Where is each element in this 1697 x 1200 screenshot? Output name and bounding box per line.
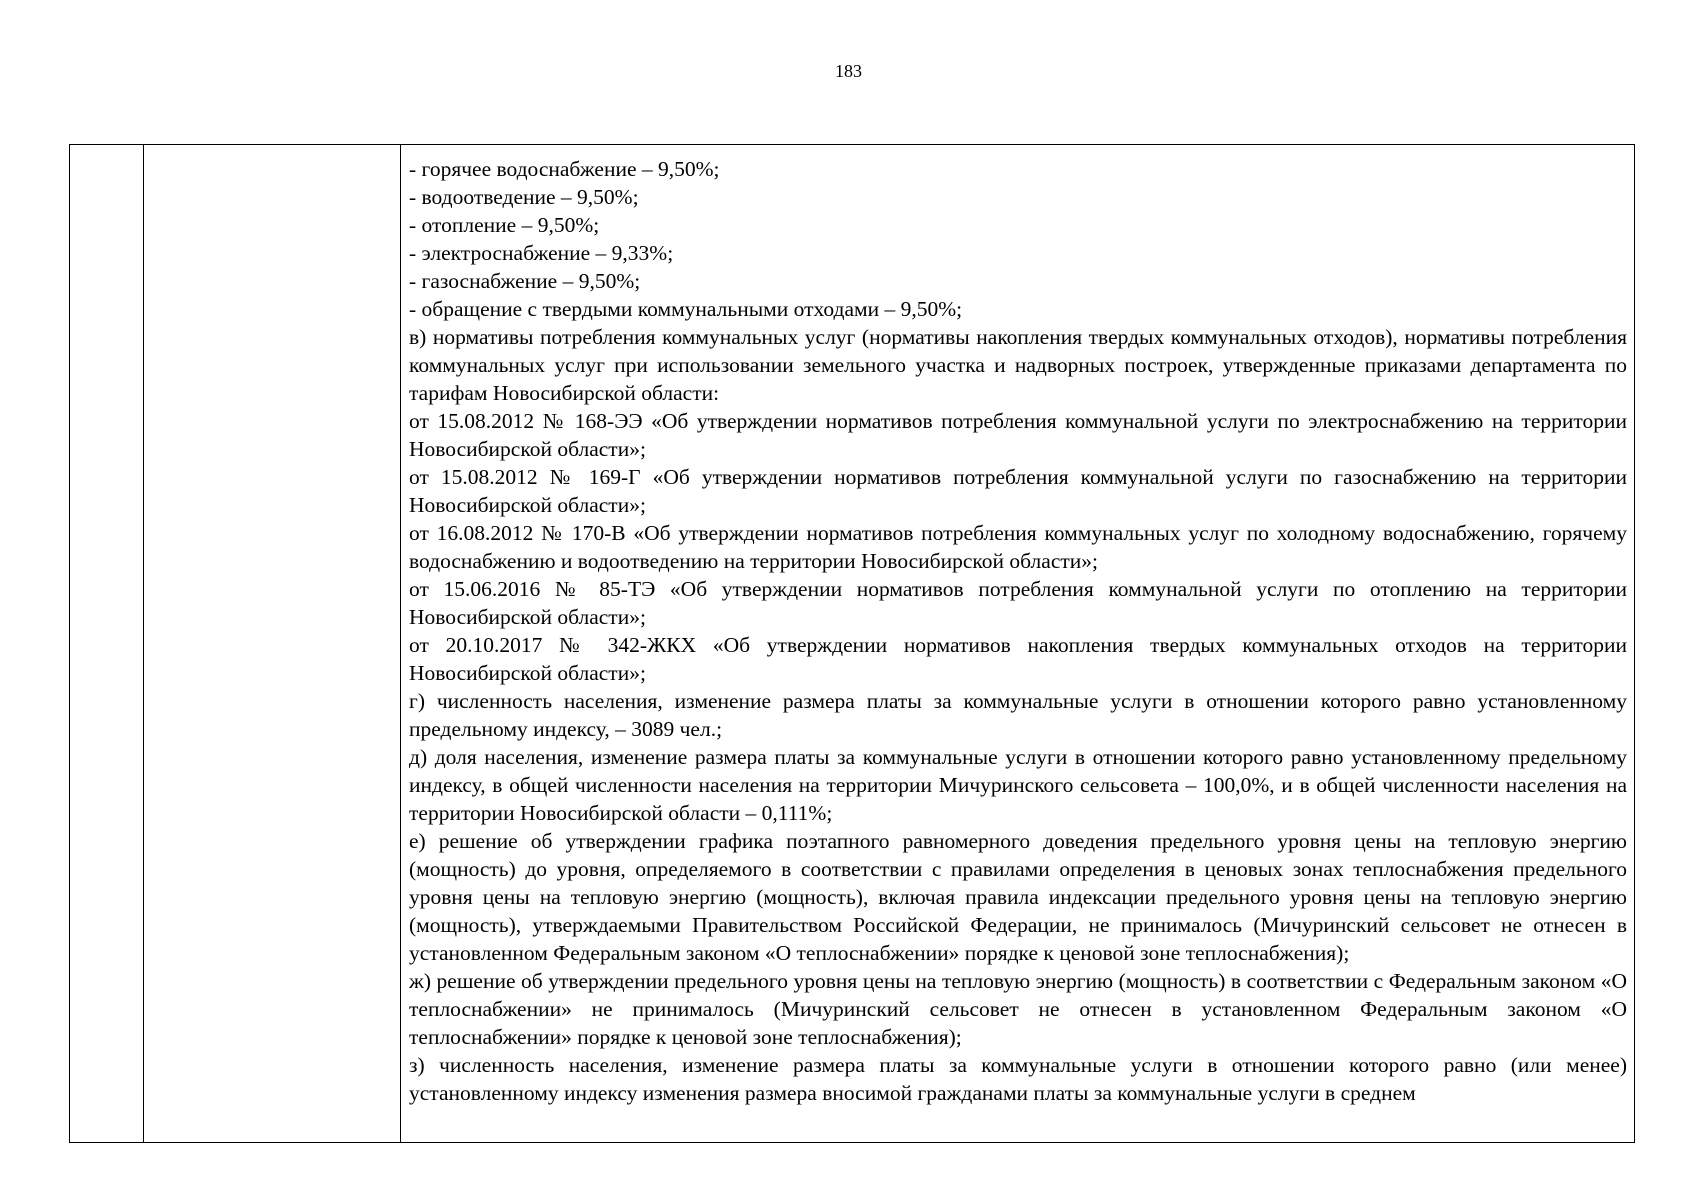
paragraph-g: г) численность населения, изменение размера платы за коммунальные услуги в отношении которого равно установленному предельному индексу, – 3089 чел.;	[409, 689, 1627, 741]
page-number: 183	[835, 61, 862, 81]
order-85-te: от 15.06.2016 № 85-ТЭ «Об утверждении нормативов потребления коммунальной услуги по отоплению на территории Новосибирской области»;	[409, 577, 1627, 629]
list-item-solid-waste: - обращение с твердыми коммунальными отходами – 9,50%;	[409, 297, 963, 321]
document-table	[69, 144, 1635, 1143]
order-168-ee: от 15.08.2012 № 168-ЭЭ «Об утверждении нормативов потребления коммунальной услуги по электроснабжению на территории Новосибирской области»;	[409, 409, 1627, 461]
paragraph-z: з) численность населения, изменение размера платы за коммунальные услуги в отношении которого равно (или менее) установленному индексу изменения размера вносимой гражданами платы за коммунальные услуги в среднем	[409, 1053, 1627, 1105]
list-item-hot-water: - горячее водоснабжение – 9,50%;	[409, 157, 720, 181]
order-169-g: от 15.08.2012 № 169-Г «Об утверждении нормативов потребления коммунальной услуги по газоснабжению на территории Новосибирской области»;	[409, 465, 1627, 517]
paragraph-v: в) нормативы потребления коммунальных услуг (нормативы накопления твердых коммунальных отходов), нормативы потребления коммунальных услуг при использовании земельного участка и надворных построек, утвержденные приказами департамента по тарифам Новосибирской области:	[409, 325, 1627, 405]
paragraph-zh: ж) решение об утверждении предельного уровня цены на тепловую энергию (мощность) в соответствии с Федеральным законом «О теплоснабжении» не принималось (Мичуринский сельсовет не отнесен в установленном Федеральным законом «О теплоснабжении» порядке к ценовой зоне теплоснабжения);	[409, 969, 1627, 1049]
list-item-electricity: - электроснабжение – 9,33%;	[409, 241, 674, 265]
table-row	[70, 145, 1635, 1143]
content-cell	[401, 145, 1635, 1143]
order-170-v: от 16.08.2012 № 170-В «Об утверждении нормативов потребления коммунальных услуг по холодному водоснабжению, горячему водоснабжению и водоотведению на территории Новосибирской области»;	[409, 521, 1627, 573]
number-cell	[70, 145, 144, 1143]
name-cell	[144, 145, 401, 1143]
order-342-zhkh: от 20.10.2017 № 342-ЖКХ «Об утверждении нормативов накопления твердых коммунальных отходов на территории Новосибирской области»;	[409, 633, 1627, 685]
list-item-sewerage: - водоотведение – 9,50%;	[409, 185, 639, 209]
paragraph-e: е) решение об утверждении графика поэтапного равномерного доведения предельного уровня цены на тепловую энергию (мощность) до уровня, определяемого в соответствии с правилами определения в ценовых зонах теплоснабжения предельного уровня цены на тепловую энергию (мощность), включая правила индексации предельного уровня цены на тепловую энергию (мощность), утверждаемыми Правительством Российской Федерации, не принималось (Мичуринский сельсовет не отнесен в установленном Федеральным законом «О теплоснабжении» порядке к ценовой зоне теплоснабжения);	[409, 829, 1627, 965]
paragraph-d: д) доля населения, изменение размера платы за коммунальные услуги в отношении которого равно установленному предельному индексу, в общей численности населения на территории Мичуринского сельсовета – 100,0%, и в общей численности населения на территории Новосибирской области – 0,111%;	[409, 745, 1627, 825]
list-item-gas: - газоснабжение – 9,50%;	[409, 269, 641, 293]
list-item-heating: - отопление – 9,50%;	[409, 213, 600, 237]
